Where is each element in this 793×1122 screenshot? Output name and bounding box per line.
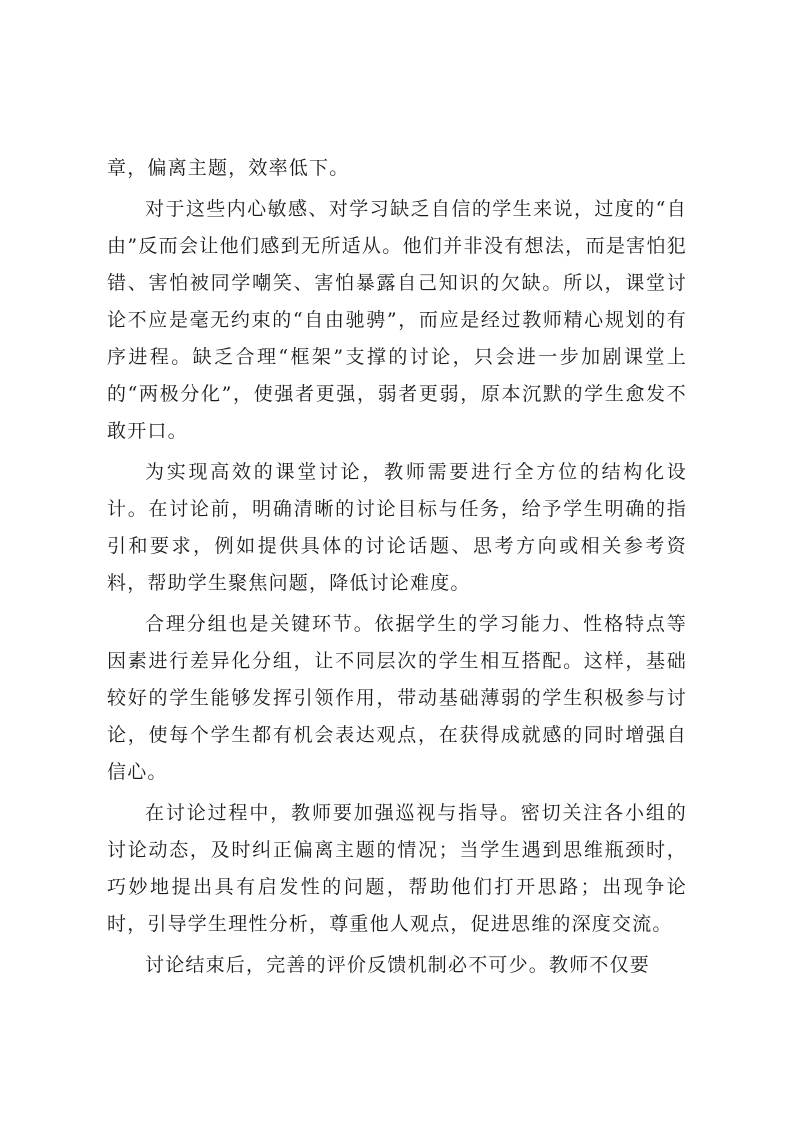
paragraph-grouping: 合理分组也是关键环节。依据学生的学习能力、性格特点等因素进行差异化分组，让不同层次的学生相互搭配。这样，基础较好的学生能够发挥引领作用，带动基础薄弱的学生积极参与讨论，使每个学生都有机会表达观点，在获得成就感的同时增强自信心。 bbox=[107, 613, 687, 783]
paragraph-guidance: 在讨论过程中，教师要加强巡视与指导。密切关注各小组的讨论动态，及时纠正偏离主题的情况；当学生遇到思维瓶颈时，巧妙地提出具有启发性的问题，帮助他们打开思路；出现争论时，引导学生理性分析，尊重他人观点，促进思维的深度交流。 bbox=[107, 802, 687, 935]
document-body bbox=[107, 150, 687, 988]
paragraph-sensitive-students: 对于这些内心敏感、对学习缺乏自信的学生来说，过度的“自由”反而会让他们感到无所适从。他们并非没有想法，而是害怕犯错、害怕被同学嘲笑、害怕暴露自己知识的欠缺。所以，课堂讨论不应是毫无约束的“自由驰骋”，而应是经过教师精心规划的有序进程。缺乏合理“框架”支撑的讨论，只会进一步加剧课堂上的“两极分化”，使强者更强，弱者更弱，原本沉默的学生愈发不敢开口。 bbox=[107, 198, 687, 442]
paragraph-continuation: 章，偏离主题，效率低下。 bbox=[107, 157, 350, 179]
paragraph-structured-design: 为实现高效的课堂讨论，教师需要进行全方位的结构化设计。在讨论前，明确清晰的讨论目标与任务，给予学生明确的指引和要求，例如提供具体的讨论话题、思考方向或相关参考资料，帮助学生聚焦问题，降低讨论难度。 bbox=[107, 461, 687, 594]
paragraph-evaluation: 讨论结束后，完善的评价反馈机制必不可少。教师不仅要 bbox=[145, 954, 651, 976]
